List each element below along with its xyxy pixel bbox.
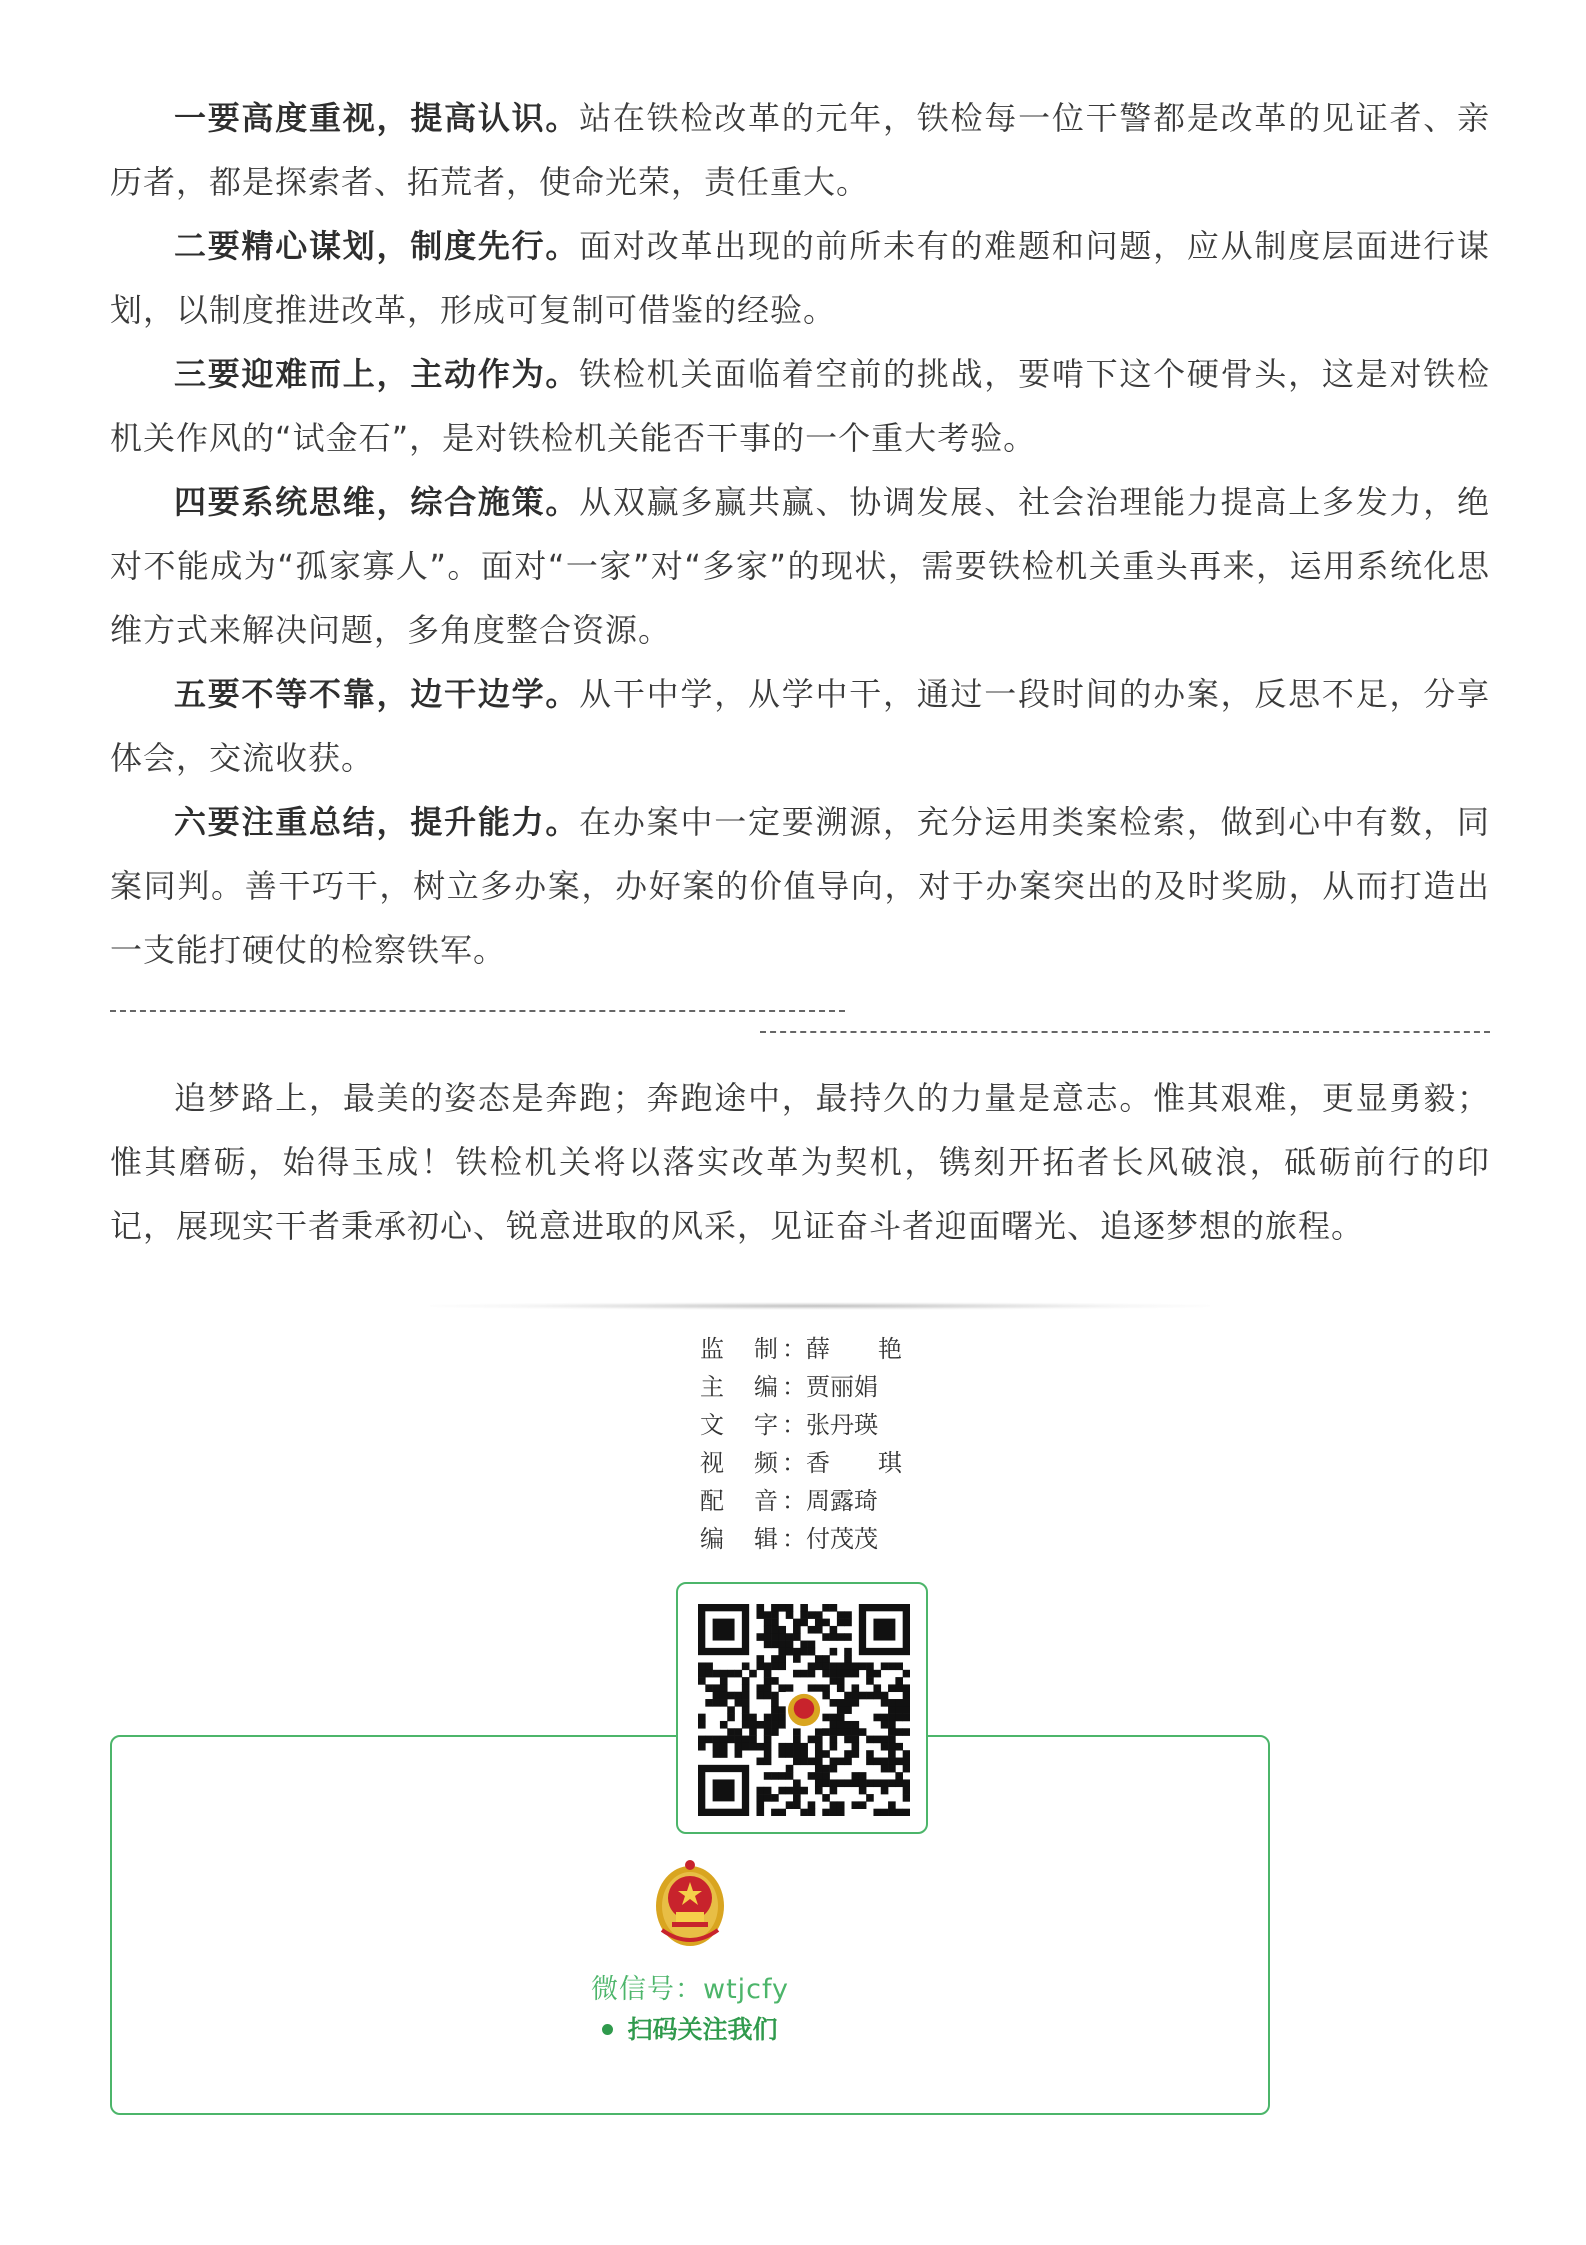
credit-name-part: 香 (806, 1449, 830, 1477)
body-paragraph (110, 342, 1490, 470)
credit-name-part: 贾丽娟 (806, 1373, 878, 1401)
credit-colon: ： (782, 1449, 806, 1477)
paragraph-text: 从双赢多赢共赢、协调发展、社会治理能力提高上多发力，绝对不能成为“孤家寡人”。面对“一家”对“多家”的现状，需要铁检机关重头再来，运用系统化思维方式来解决问题，多角度整合资源。 (110, 483, 1490, 649)
credit-row (700, 1368, 1000, 1406)
credit-name-part: 周露琦 (806, 1487, 878, 1515)
credit-role (700, 1368, 778, 1406)
credit-role-char: 频 (754, 1449, 778, 1477)
credit-role-char: 编 (754, 1373, 778, 1401)
paragraph-text: 在办案中一定要溯源，充分运用类案检索，做到心中有数，同案同判。善干巧干，树立多办案，办好案的价值导向，对于办案突出的及时奖励，从而打造出一支能打硬仗的检察铁军。 (110, 803, 1490, 969)
credit-name (806, 1482, 878, 1520)
credit-role (700, 1406, 778, 1444)
wechat-id: 微信号：wtjcfy (590, 1974, 790, 2005)
credit-role (700, 1520, 778, 1558)
body-paragraph (110, 214, 1490, 342)
credit-role (700, 1330, 778, 1368)
bullet-dot-icon (602, 2024, 613, 2035)
divider-dashed-left (110, 1010, 845, 1012)
credit-name-part: 琪 (878, 1449, 902, 1477)
credit-role-char: 主 (700, 1373, 724, 1401)
procuratorate-emblem-icon (652, 1858, 728, 1950)
credit-colon: ： (782, 1411, 806, 1439)
paragraph-lead: 五要不等不靠，边干边学。 (174, 675, 580, 713)
follow-prompt (0, 2010, 1380, 2046)
credit-row (700, 1406, 1000, 1444)
credit-name (806, 1520, 878, 1558)
credit-role-char: 辑 (754, 1525, 778, 1553)
credit-name (806, 1368, 878, 1406)
credit-role-char: 编 (700, 1525, 724, 1553)
credit-name (806, 1406, 878, 1444)
paragraph-lead: 一要高度重视，提高认识。 (174, 99, 580, 137)
credit-name-part: 艳 (878, 1335, 902, 1363)
credit-role-char: 配 (700, 1487, 724, 1515)
divider-dashed-right (760, 1031, 1490, 1033)
credit-role-char: 视 (700, 1449, 724, 1477)
credit-name-part: 张丹瑛 (806, 1411, 878, 1439)
qr-code-frame[interactable] (676, 1582, 928, 1834)
credit-row (700, 1482, 1000, 1520)
credit-colon: ： (782, 1525, 806, 1553)
paragraph-text: 铁检机关面临着空前的挑战，要啃下这个硬骨头，这是对铁检机关作风的“试金石”，是对铁检机关能否干事的一个重大考验。 (110, 355, 1490, 457)
body-paragraph (110, 790, 1490, 982)
credit-role-char: 字 (754, 1411, 778, 1439)
credit-role-char: 制 (754, 1335, 778, 1363)
credit-role (700, 1482, 778, 1520)
paragraph-lead: 三要迎难而上，主动作为。 (174, 355, 580, 393)
credit-row (700, 1444, 1000, 1482)
credit-colon: ： (782, 1373, 806, 1401)
credit-row (700, 1520, 1000, 1558)
paragraph-text: 面对改革出现的前所未有的难题和问题，应从制度层面进行谋划，以制度推进改革，形成可复制可借鉴的经验。 (110, 227, 1490, 329)
paragraph-text: 从干中学，从学中干，通过一段时间的办案，反思不足，分享体会，交流收获。 (110, 675, 1490, 777)
credit-name-part: 付茂茂 (806, 1525, 878, 1553)
credit-colon: ： (782, 1487, 806, 1515)
qr-code-icon[interactable] (698, 1604, 910, 1816)
body-paragraph (110, 86, 1490, 214)
closing-paragraph: 追梦路上，最美的姿态是奔跑；奔跑途中，最持久的力量是意志。惟其艰难，更显勇毅；惟其磨砺，始得玉成！铁检机关将以落实改革为契机，镌刻开拓者长风破浪，砥砺前行的印记，展现实干者秉承初心、锐意进取的风采，见证奋斗者迎面曙光、追逐梦想的旅程。 (110, 1079, 1490, 1245)
paragraph-lead: 四要系统思维，综合施策。 (174, 483, 580, 521)
credit-colon: ： (782, 1335, 806, 1363)
credit-name-part: 薛 (806, 1335, 830, 1363)
body-paragraph (110, 662, 1490, 790)
paragraph-lead: 六要注重总结，提升能力。 (174, 803, 580, 841)
section-shadow-divider (430, 1302, 1210, 1310)
credit-role-char: 监 (700, 1335, 724, 1363)
paragraph-text: 站在铁检改革的元年，铁检每一位干警都是改革的见证者、亲历者，都是探索者、拓荒者，使命光荣，责任重大。 (110, 99, 1490, 201)
body-paragraph (110, 470, 1490, 662)
follow-text: 扫码关注我们 (627, 2015, 778, 2044)
credit-role-char: 音 (754, 1487, 778, 1515)
credit-role-char: 文 (700, 1411, 724, 1439)
credits-list (700, 1330, 1000, 1558)
credit-name (806, 1444, 902, 1482)
credit-row (700, 1330, 1000, 1368)
credit-role (700, 1444, 778, 1482)
credit-name (806, 1330, 902, 1368)
paragraph-lead: 二要精心谋划，制度先行。 (174, 227, 580, 265)
